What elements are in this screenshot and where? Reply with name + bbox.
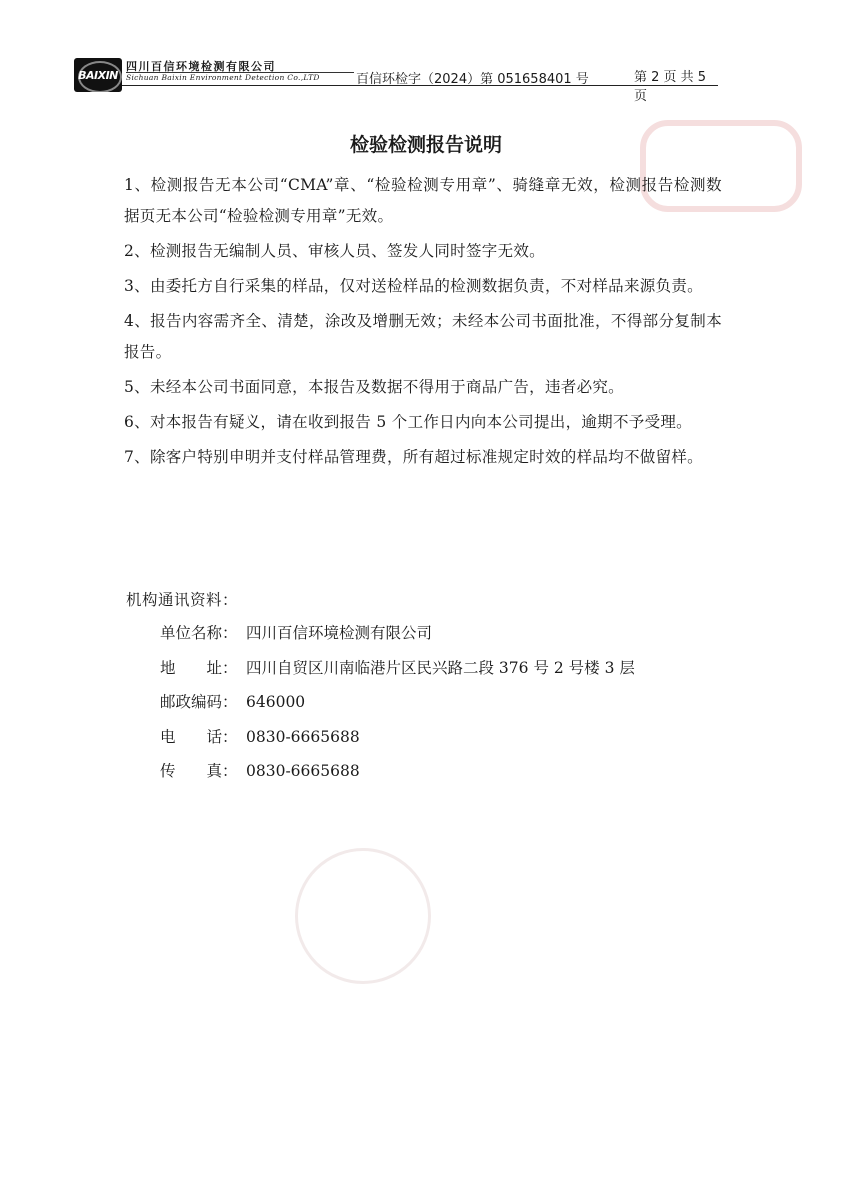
contact-label: 地 址： [160, 658, 238, 677]
page-title: 检验检测报告说明 [349, 134, 502, 156]
contact-value: 四川自贸区川南临港片区民兴路二段 376 号 2 号楼 3 层 [246, 658, 635, 677]
contact-label: 电 话： [160, 727, 238, 746]
report-number: 百信环检字（2024）第 051658401 号 [356, 72, 589, 87]
page-header [74, 56, 718, 104]
note-item: 5、未经本公司书面同意，本报告及数据不得用于商品广告，违者必究。 [124, 378, 624, 396]
contact-row-fax [160, 754, 720, 789]
note-item: 4、报告内容需齐全、清楚，涂改及增删无效；未经本公司书面批准，不得部分复制本报告。 [124, 312, 722, 361]
contact-row-postcode [160, 685, 720, 720]
contact-row-phone [160, 720, 720, 755]
note-item: 1、检测报告无本公司“CMA”章、“检验检测专用章”、骑缝章无效，检测报告检测数据页无本公司“检验检测专用章”无效。 [124, 176, 722, 225]
note-item: 7、除客户特别申明并支付样品管理费，所有超过标准规定时效的样品均不做留样。 [124, 448, 703, 466]
contact-value: 0830-6665688 [246, 762, 360, 780]
contact-heading: 机构通讯资料： [126, 591, 239, 609]
page-indicator: 第 2 页 共 5 页 [634, 70, 707, 104]
contact-row-address [160, 651, 720, 686]
logo-text: BAIXIN [78, 68, 118, 82]
notes-list [124, 170, 722, 477]
note-item: 3、由委托方自行采集的样品，仅对送检样品的检测数据负责，不对样品来源负责。 [124, 277, 703, 295]
company-name-en: Sichuan Baixin Environment Detection Co.,LTD [126, 73, 320, 82]
contact-value: 646000 [246, 693, 306, 711]
contact-value: 0830-6665688 [246, 727, 360, 746]
note-item: 2、检测报告无编制人员、审核人员、签发人同时签字无效。 [124, 242, 545, 260]
contact-label: 传 真： [160, 762, 238, 780]
contact-value: 四川百信环境检测有限公司 [246, 624, 433, 642]
company-name-cn: 四川百信环境检测有限公司 [126, 60, 276, 73]
contact-list [160, 616, 720, 789]
contact-label: 单位名称： [160, 624, 238, 642]
contact-label: 邮政编码： [160, 693, 238, 711]
company-logo [74, 58, 122, 92]
note-item: 6、对本报告有疑义，请在收到报告 5 个工作日内向本公司提出，逾期不予受理。 [124, 413, 692, 431]
contact-row-org-name [160, 616, 720, 651]
seal-ghost [295, 848, 431, 984]
header-rule [122, 85, 718, 86]
